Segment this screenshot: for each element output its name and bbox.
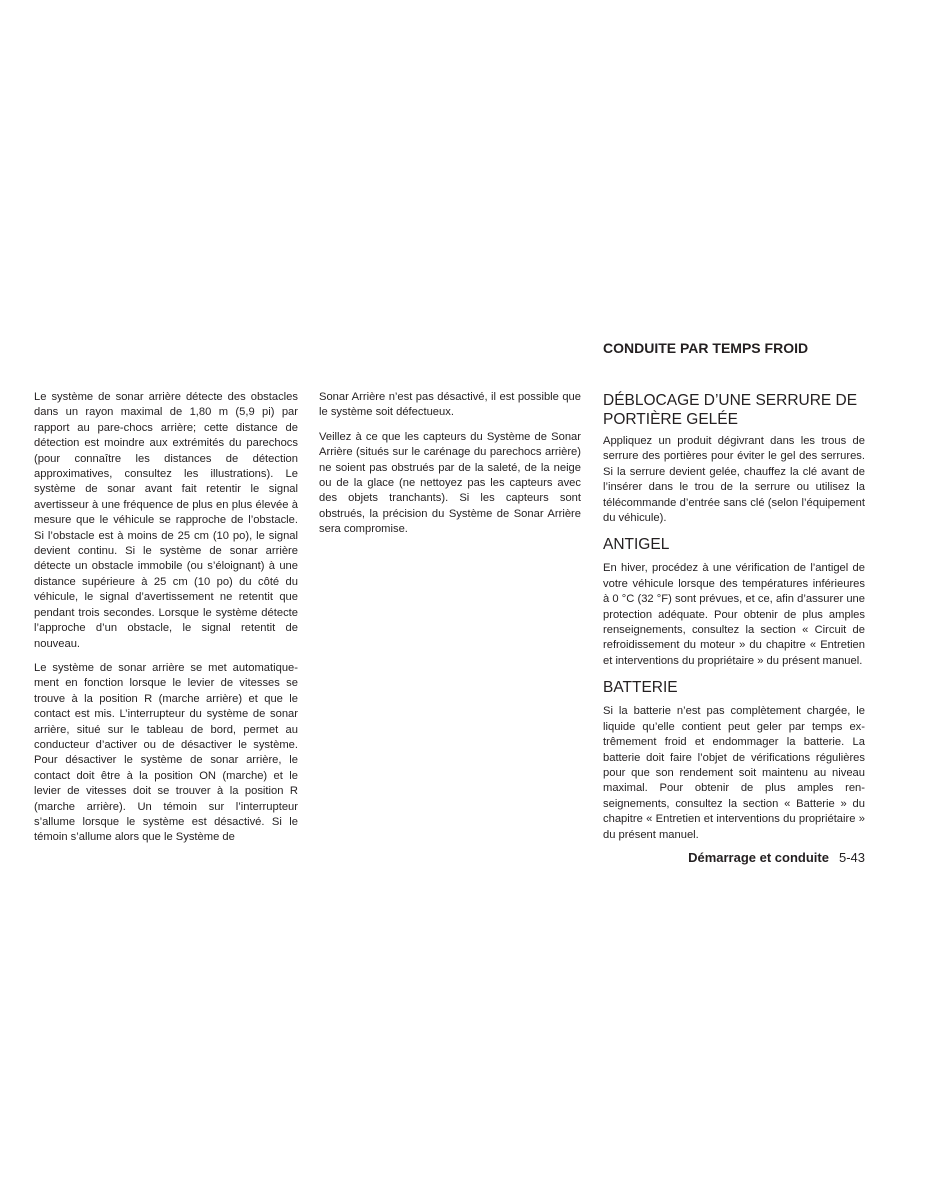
- footer-chapter-title: Démarrage et conduite: [688, 850, 829, 865]
- paragraph-deblocage: Appliquez un produit dégivrant dans les trous de serrure des portières pour éviter le gel des serrures. Si la serrure devient gelée, chauffez la clé avant de l’insérer dans le trou de la serrure ou utilisez la télécommande d’entrée sans clé (selon l’équipement du véhicule).: [603, 435, 865, 525]
- paragraph-antigel: En hiver, procédez à une vérification de l’antigel de votre véhicule lorsque des températures inférieures à 0 °C (32 °F) sont prévues, et ce, afin d’assurer une protection adéquate. Pour obtenir de plus amples renseignements, consultez la section « Circuit de refroidissement du moteur » du chapitre « Entretien et interventions du propriétaire » du présent manuel.: [603, 562, 865, 667]
- middle-column: [319, 390, 581, 547]
- page-footer: [688, 850, 865, 865]
- section-header: CONDUITE PAR TEMPS FROID: [603, 340, 809, 356]
- heading-antigel: ANTIGEL: [603, 536, 670, 554]
- paragraph-batterie: Si la batterie n’est pas complètement chargée, le liquide qu’elle contient peut geler par temps extrêmement froid et endommager la batterie. La batterie doit faire l’objet de vérifications régulières pour que son rendement soit maintenu au niveau maximal. Pour obtenir de plus amples renseignements, consultez la section « Batterie » du chapitre « Entretien et interventions du propriétaire » du présent manuel.: [603, 705, 865, 841]
- page-number: 5-43: [838, 850, 865, 865]
- left-column: [34, 390, 298, 855]
- right-column: [603, 434, 865, 852]
- heading-batterie: BATTERIE: [603, 679, 678, 697]
- paragraph-sonar-continued: Sonar Arrière n’est pas désactivé, il est possible que le système soit défectueux.: [319, 391, 581, 419]
- paragraph-sonar-detection: Le système de sonar arrière détecte des obstacles dans un rayon maximal de 1,80 m (5,9 pi) par rapport au pare-chocs arrière; cette distance de détection est moindre aux extrémités du parechocs (pour connaître les distances de détection approximatives, consultez les illustrations). Le système de sonar avant fait retentir le signal avertisseur à une fréquence de plus en plus élevée à mesure que le véhicule se rapproche de l’obstacle. Si l’obstacle est à moins de 25 cm (10 po), le signal devient continu. Si le système de sonar arrière détecte un obstacle immobile (ou s’éloignant) à une distance supérieure à 25 cm (10 po) du côté du véhicule, le signal d’avertissement ne retentit que pendant trois secondes. Lorsque le système détecte l’approche d’un obstacle, le signal retentit de nouveau.: [34, 391, 298, 650]
- heading-deblocage: DÉBLOCAGE D’UNE SERRURE DE PORTIÈRE GELÉE: [603, 392, 858, 428]
- paragraph-sonar-sensors: Veillez à ce que les capteurs du Système de Sonar Arrière (situés sur le carénage du parechocs arrière) ne soient pas obstrués par de la saleté, de la neige ou de la glace (ne nettoyez pas les capteurs avec des objets tranchants). Si les capteurs sont obstrués, la précision du Système de Sonar Arrière sera compromise.: [319, 430, 581, 536]
- paragraph-sonar-activation: Le système de sonar arrière se met automatiquement en fonction lorsque le levier de vitesses se trouve à la position R (marche arrière) et que le contact est mis. L’interrupteur du système de sonar arrière, situé sur le tableau de bord, permet au conducteur d’activer ou de désactiver le système. Pour désactiver le système de sonar arrière, le contact doit être à la position ON (marche) et le levier de vitesses doit se trouver à la position R (marche arrière). Un témoin sur l’interrupteur s’allume lorsque le système est désactivé. Si le témoin s’allume alors que le Système de: [34, 661, 298, 844]
